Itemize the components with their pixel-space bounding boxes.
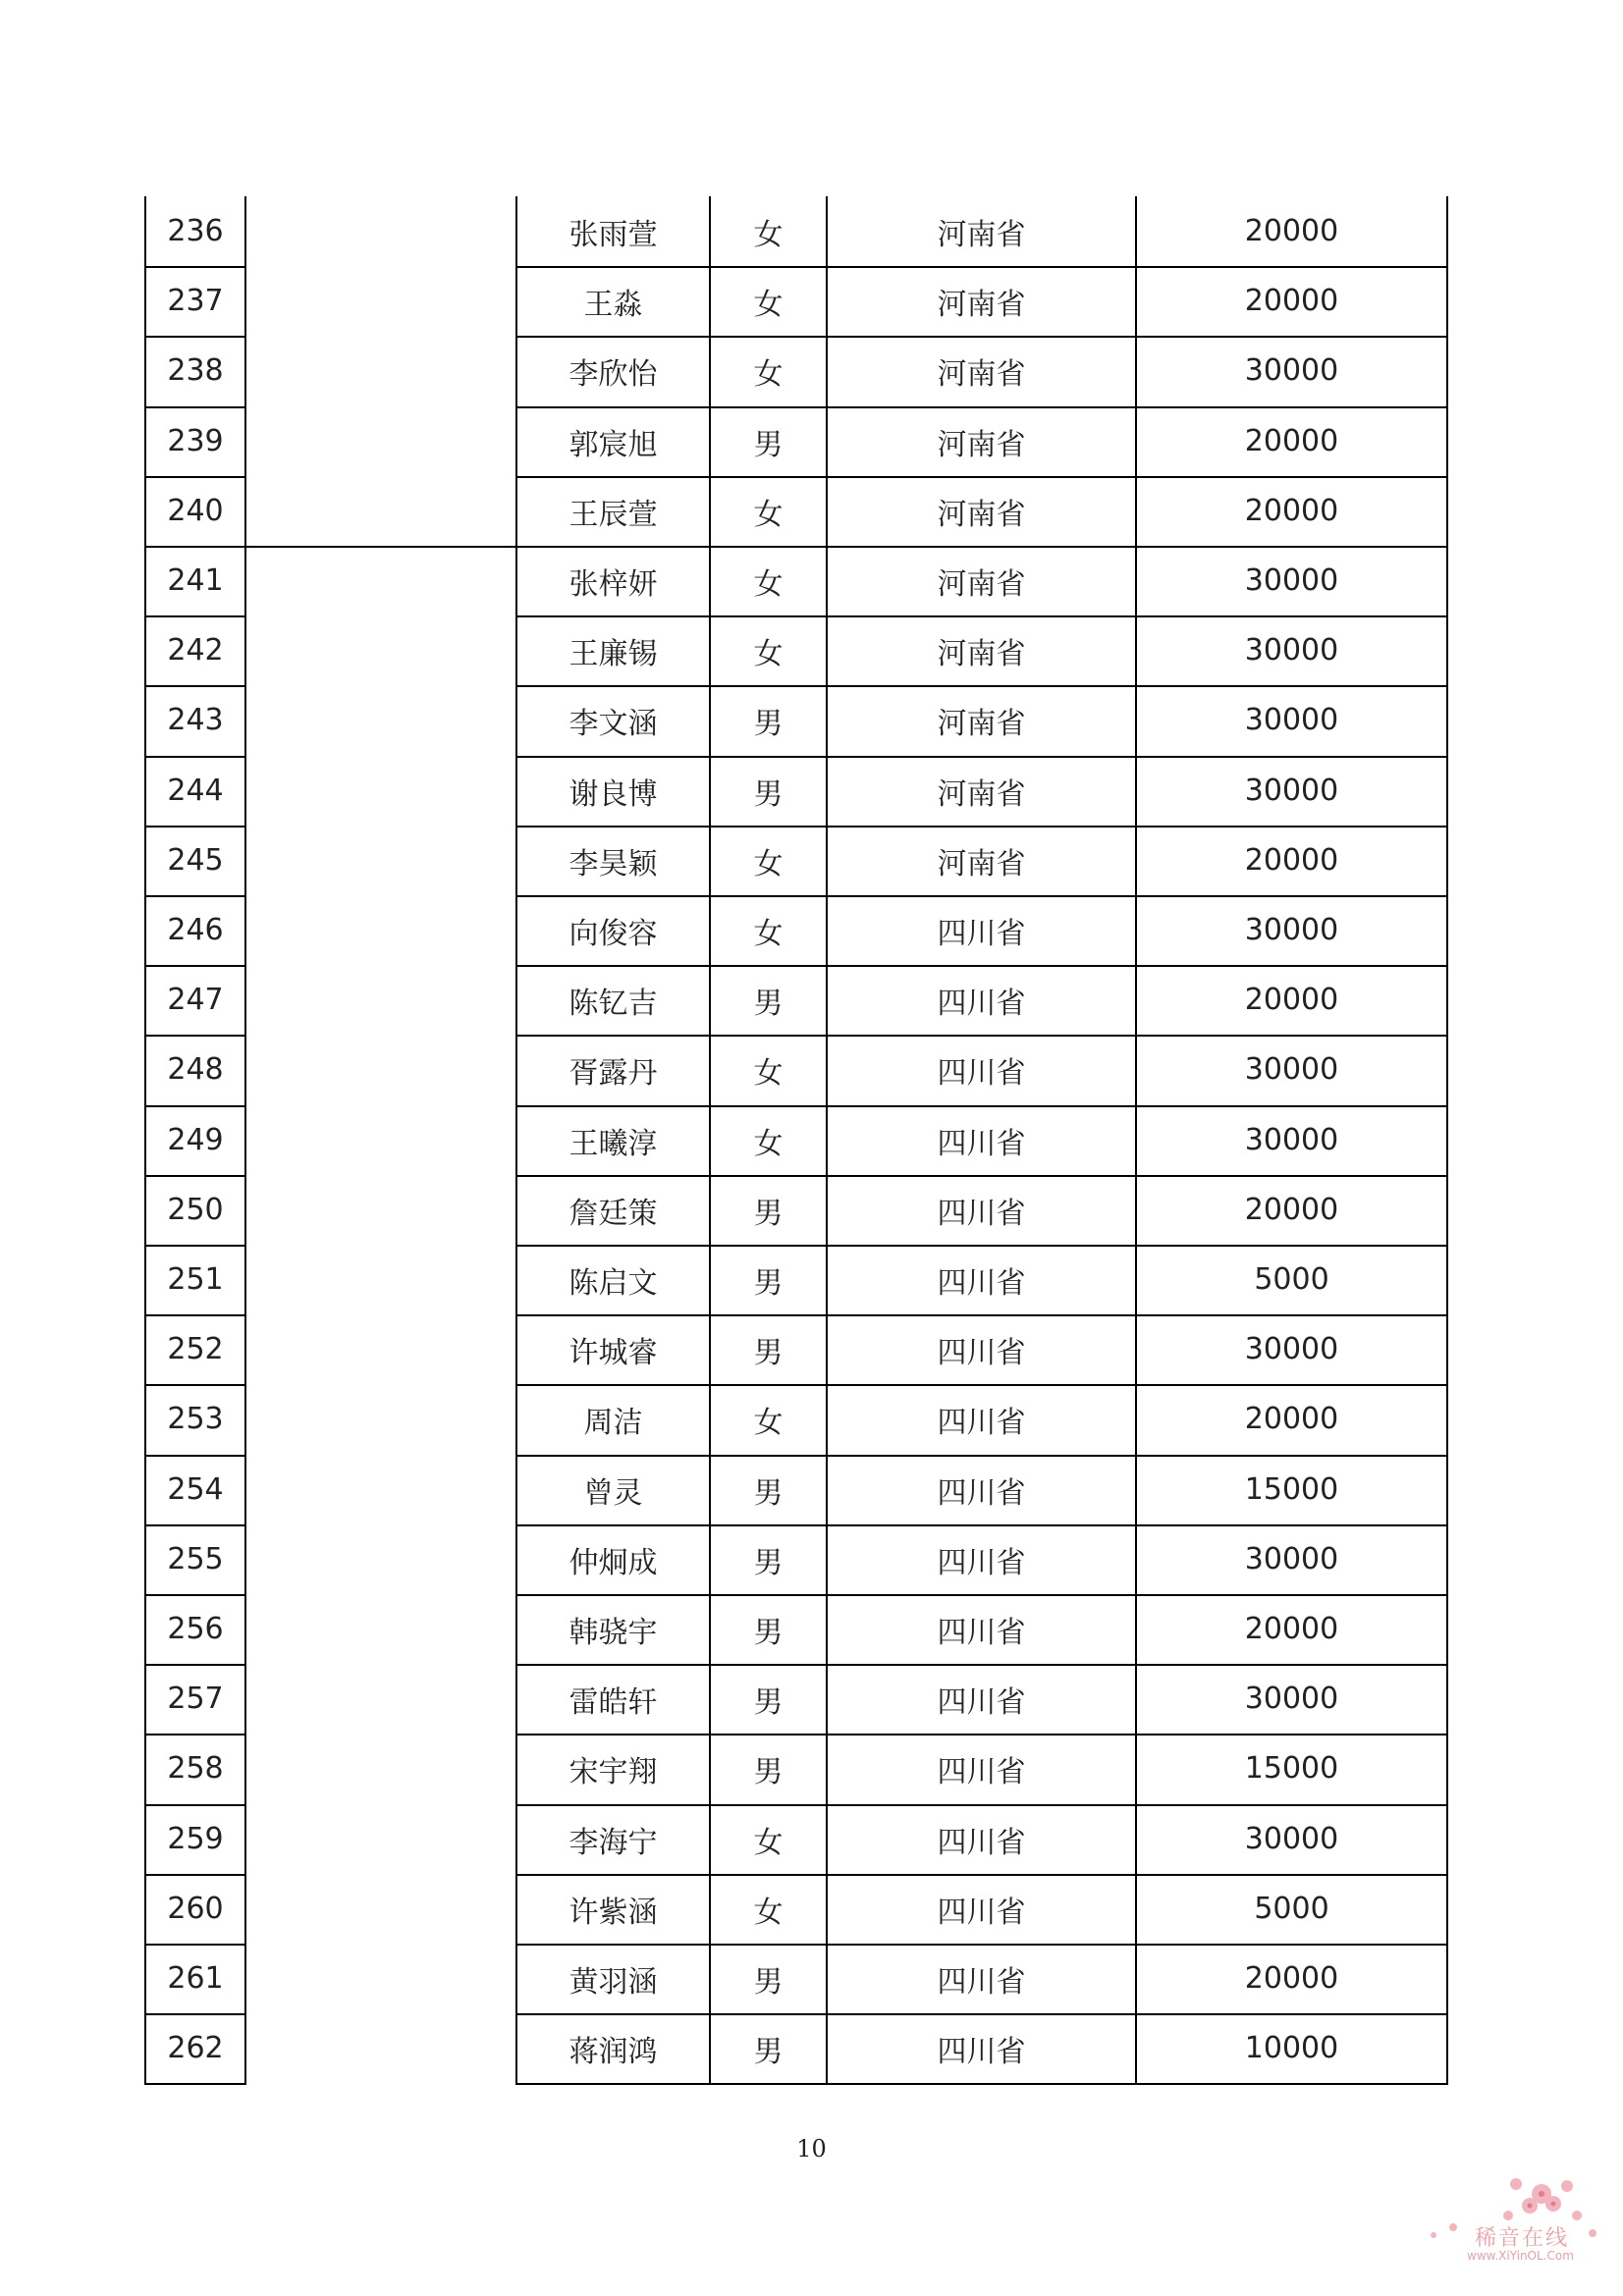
cell-name: 仲炯成 (568, 1545, 658, 1580)
cell-amount: 15000 (1244, 1472, 1339, 1507)
cell-province: 四川省 (937, 1265, 1026, 1301)
cell-province: 四川省 (937, 1825, 1026, 1860)
cell-gender: 男 (753, 1335, 784, 1370)
cell-no: 260 (167, 1892, 224, 1926)
cell-no: 257 (167, 1682, 224, 1716)
cell-amount: 30000 (1244, 1332, 1339, 1366)
cell-province: 四川省 (937, 1405, 1026, 1440)
cell-amount: 30000 (1244, 353, 1339, 388)
cell-name: 张雨萱 (568, 217, 658, 252)
cell-name: 陈钇吉 (568, 986, 658, 1021)
cell-province: 河南省 (937, 217, 1026, 252)
cell-province: 四川省 (937, 1126, 1026, 1161)
row-rule-left (144, 2083, 246, 2085)
row-rule-right (515, 2083, 1448, 2085)
cell-no: 262 (167, 2031, 224, 2065)
cell-name: 许城睿 (568, 1335, 658, 1370)
cell-gender: 男 (753, 1615, 784, 1650)
cell-amount: 30000 (1244, 633, 1339, 667)
cell-province: 四川省 (937, 2034, 1026, 2069)
cell-name: 郭宸旭 (568, 427, 658, 462)
cell-province: 河南省 (937, 287, 1026, 322)
cell-amount: 10000 (1244, 2031, 1339, 2065)
cell-name: 李海宁 (568, 1825, 658, 1860)
cell-name: 黄羽涵 (568, 1964, 658, 2000)
cell-province: 河南省 (937, 497, 1026, 532)
cell-gender: 男 (753, 1964, 784, 2000)
cell-gender: 男 (753, 776, 784, 812)
cell-province: 河南省 (937, 636, 1026, 671)
cell-province: 四川省 (937, 986, 1026, 1021)
cell-gender: 男 (753, 427, 784, 462)
cell-name: 蒋润鸿 (568, 2034, 658, 2069)
cell-gender: 男 (753, 1265, 784, 1301)
cell-name: 谢良博 (568, 776, 658, 812)
cell-amount: 30000 (1244, 1052, 1339, 1087)
cell-gender: 女 (753, 1055, 784, 1091)
cell-amount: 20000 (1244, 494, 1339, 528)
cell-province: 四川省 (937, 1895, 1026, 1930)
cell-province: 河南省 (937, 427, 1026, 462)
cell-no: 249 (167, 1123, 224, 1157)
cell-gender: 女 (753, 1825, 784, 1860)
cell-name: 王辰萱 (568, 497, 658, 532)
cell-name: 王曦淳 (568, 1126, 658, 1161)
cell-gender: 女 (753, 846, 784, 881)
cell-province: 四川省 (937, 1475, 1026, 1511)
cell-gender: 男 (753, 1196, 784, 1231)
cell-province: 四川省 (937, 1615, 1026, 1650)
cell-gender: 女 (753, 497, 784, 532)
cell-no: 253 (167, 1402, 224, 1436)
cell-gender: 女 (753, 566, 784, 602)
cell-province: 四川省 (937, 1335, 1026, 1370)
cell-name: 向俊容 (568, 916, 658, 951)
cell-no: 258 (167, 1751, 224, 1786)
cell-amount: 20000 (1244, 1961, 1339, 1996)
cell-gender: 女 (753, 1895, 784, 1930)
cell-name: 许紫涵 (568, 1895, 658, 1930)
cell-name: 曾灵 (583, 1475, 643, 1511)
cell-gender: 女 (753, 636, 784, 671)
cell-gender: 女 (753, 356, 784, 392)
cell-name: 王廉锡 (568, 636, 658, 671)
cell-no: 261 (167, 1961, 224, 1996)
cell-amount: 30000 (1244, 563, 1339, 598)
cell-gender: 男 (753, 1684, 784, 1720)
group-rule (244, 546, 515, 548)
cell-no: 243 (167, 703, 224, 737)
cell-province: 四川省 (937, 1754, 1026, 1789)
cell-name: 韩骁宇 (568, 1615, 658, 1650)
cell-name: 王淼 (583, 287, 643, 322)
cell-amount: 20000 (1244, 284, 1339, 318)
cell-name: 周洁 (583, 1405, 643, 1440)
cell-gender: 女 (753, 287, 784, 322)
cell-no: 245 (167, 843, 224, 878)
cell-no: 240 (167, 494, 224, 528)
cell-amount: 5000 (1254, 1892, 1329, 1926)
cell-no: 247 (167, 983, 224, 1017)
cell-province: 河南省 (937, 706, 1026, 741)
cell-amount: 20000 (1244, 1402, 1339, 1436)
cell-no: 250 (167, 1193, 224, 1227)
cell-name: 詹廷策 (568, 1196, 658, 1231)
cell-amount: 20000 (1244, 1193, 1339, 1227)
cell-gender: 男 (753, 1754, 784, 1789)
cell-amount: 15000 (1244, 1751, 1339, 1786)
cell-no: 259 (167, 1822, 224, 1856)
cell-amount: 30000 (1244, 703, 1339, 737)
cell-province: 四川省 (937, 1964, 1026, 2000)
cell-gender: 男 (753, 986, 784, 1021)
cell-name: 李文涵 (568, 706, 658, 741)
cell-no: 244 (167, 774, 224, 808)
cell-name: 张梓妍 (568, 566, 658, 602)
watermark-logo (1414, 2164, 1610, 2292)
cell-name: 胥露丹 (568, 1055, 658, 1091)
cell-province: 河南省 (937, 356, 1026, 392)
cell-name: 陈启文 (568, 1265, 658, 1301)
cell-gender: 女 (753, 916, 784, 951)
cell-amount: 30000 (1244, 1682, 1339, 1716)
table-vertical-rule (1446, 196, 1448, 2083)
table-vertical-rule (244, 196, 246, 2083)
cell-province: 四川省 (937, 1055, 1026, 1091)
cell-amount: 30000 (1244, 774, 1339, 808)
cell-no: 239 (167, 424, 224, 458)
cell-gender: 女 (753, 1405, 784, 1440)
cell-no: 236 (167, 214, 224, 248)
cell-gender: 男 (753, 1475, 784, 1511)
cell-no: 237 (167, 284, 224, 318)
cell-province: 四川省 (937, 1684, 1026, 1720)
cell-gender: 女 (753, 217, 784, 252)
cell-name: 宋宇翔 (568, 1754, 658, 1789)
cell-name: 雷皓轩 (568, 1684, 658, 1720)
cell-province: 四川省 (937, 1196, 1026, 1231)
cell-gender: 女 (753, 1126, 784, 1161)
cell-amount: 20000 (1244, 424, 1339, 458)
cell-province: 四川省 (937, 916, 1026, 951)
cell-name: 李昊颖 (568, 846, 658, 881)
cell-name: 李欣怡 (568, 356, 658, 392)
cell-province: 河南省 (937, 566, 1026, 602)
cell-no: 256 (167, 1612, 224, 1646)
cell-no: 241 (167, 563, 224, 598)
cell-no: 254 (167, 1472, 224, 1507)
cell-no: 255 (167, 1542, 224, 1576)
cell-gender: 男 (753, 2034, 784, 2069)
cell-province: 河南省 (937, 776, 1026, 812)
cell-province: 河南省 (937, 846, 1026, 881)
watermark-text: 稀音在线 (1475, 2226, 1570, 2251)
cell-amount: 30000 (1244, 913, 1339, 947)
cell-no: 251 (167, 1262, 224, 1297)
cell-amount: 5000 (1254, 1262, 1329, 1297)
cell-no: 246 (167, 913, 224, 947)
cell-gender: 男 (753, 706, 784, 741)
watermark-url: www.XiYinOL.Com (1467, 2249, 1574, 2263)
cell-province: 四川省 (937, 1545, 1026, 1580)
cell-amount: 20000 (1244, 1612, 1339, 1646)
cell-no: 252 (167, 1332, 224, 1366)
cell-amount: 30000 (1244, 1822, 1339, 1856)
cell-gender: 男 (753, 1545, 784, 1580)
cell-amount: 20000 (1244, 214, 1339, 248)
cell-amount: 30000 (1244, 1542, 1339, 1576)
cell-no: 238 (167, 353, 224, 388)
cell-amount: 20000 (1244, 983, 1339, 1017)
cell-amount: 30000 (1244, 1123, 1339, 1157)
cell-amount: 20000 (1244, 843, 1339, 878)
cell-no: 248 (167, 1052, 224, 1087)
cell-no: 242 (167, 633, 224, 667)
page-number: 10 (796, 2135, 827, 2163)
